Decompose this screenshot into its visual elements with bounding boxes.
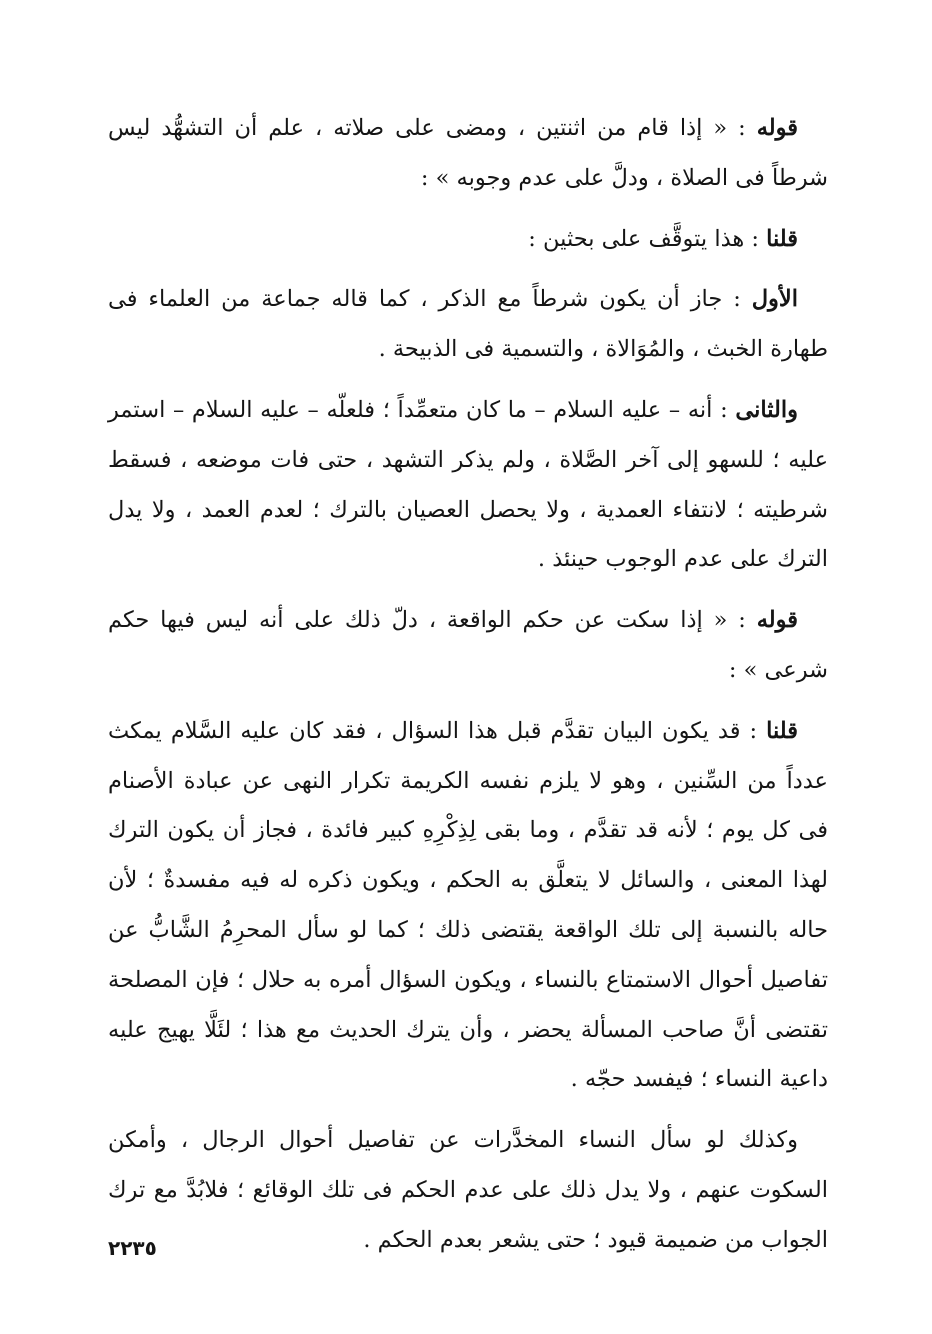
paragraph-lead: الأول [751,286,798,313]
paragraph-text: : « إذا قام من اثنتين ، ومضى على صلاته ، علم أن التشهُّد ليس شرطاً فى الصلاة ، ودلَّ على عدم وجوبه » : [108,115,828,191]
body-text [108,104,828,1277]
paragraph-lead: قلنا [766,225,798,252]
paragraph-3 [108,275,828,375]
paragraph-text: : هذا يتوقَّف على بحثين : [528,225,767,252]
paragraph-5 [108,596,828,696]
paragraph-lead: قوله [756,607,798,634]
paragraph-2 [108,215,828,265]
paragraph-6 [108,707,828,1105]
paragraph-text: : قد يكون البيان تقدَّم قبل هذا السؤال ، فقد كان عليه السَّلام يمكث عدداً من السِّنين ، وهو لا يلزم نفسه الكريمة تكرار النهى عن عبادة الأصنام فى كل يوم ؛ لأنه قد تقدَّم ، وما بقى لِذِكْرِهِ كبير فائدة ، فجاز أن يكون الترك لهذا المعنى ، والسائل لا يتعلَّق به الحكم ، ويكون ذكره له فيه مفسدةٌ ؛ لأن حاله بالنسبة إلى تلك الواقعة يقتضى ذلك ؛ كما لو سأل المحرِمُ الشَّابُّ عن تفاصيل أحوال الاستمتاع بالنساء ، ويكون السؤال أمره به حلال ؛ فإن المصلحة تقتضى أنَّ صاحب المسألة يحضر ، وأن يترك الحديث مع هذا ؛ لئَلَّا يهيج عليه داعية النساء ؛ فيفسد حجّه . [108,717,828,1093]
paragraph-text: : أنه – عليه السلام – ما كان متعمِّداً ؛ فلعلّه – عليه السلام – استمر عليه ؛ للسهو إلى آخر الصَّلاة ، ولم يذكر التشهد ، حتى فات موضعه ، فسقط شرطيته ؛ لانتفاء العمدية ، ولا يحصل العصيان بالترك ؛ لعدم العمد ، ولا يدل الترك على عدم الوجوب حينئذ . [108,396,828,573]
paragraph-text: : جاز أن يكون شرطاً مع الذكر ، كما قاله جماعة من العلماء فى طهارة الخبث ، والمُوَالاة ، والتسمية فى الذبيحة . [108,286,828,363]
paragraph-4 [108,386,828,585]
page-number: ٢٢٣٥ [108,1236,157,1260]
paragraph-lead: قلنا [766,717,798,744]
paragraph-text: وكذلك لو سأل النساء المخدَّرات عن تفاصيل أحوال الرجال ، وأمكن السكوت عنهم ، ولا يدل ذلك على عدم الحكم فى تلك الوقائع ؛ فلابُدَّ مع ترك الجواب من ضميمة قيود ؛ حتى يشعر بعدم الحكم . [108,1127,828,1253]
paragraph-7 [108,1116,828,1265]
paragraph-text: : « إذا سكت عن حكم الواقعة ، دلّ ذلك على أنه ليس فيها حكم شرعى » : [108,607,828,683]
paragraph-1 [108,104,828,204]
paragraph-lead: والثانى [735,396,798,423]
paragraph-lead: قوله [756,115,798,141]
